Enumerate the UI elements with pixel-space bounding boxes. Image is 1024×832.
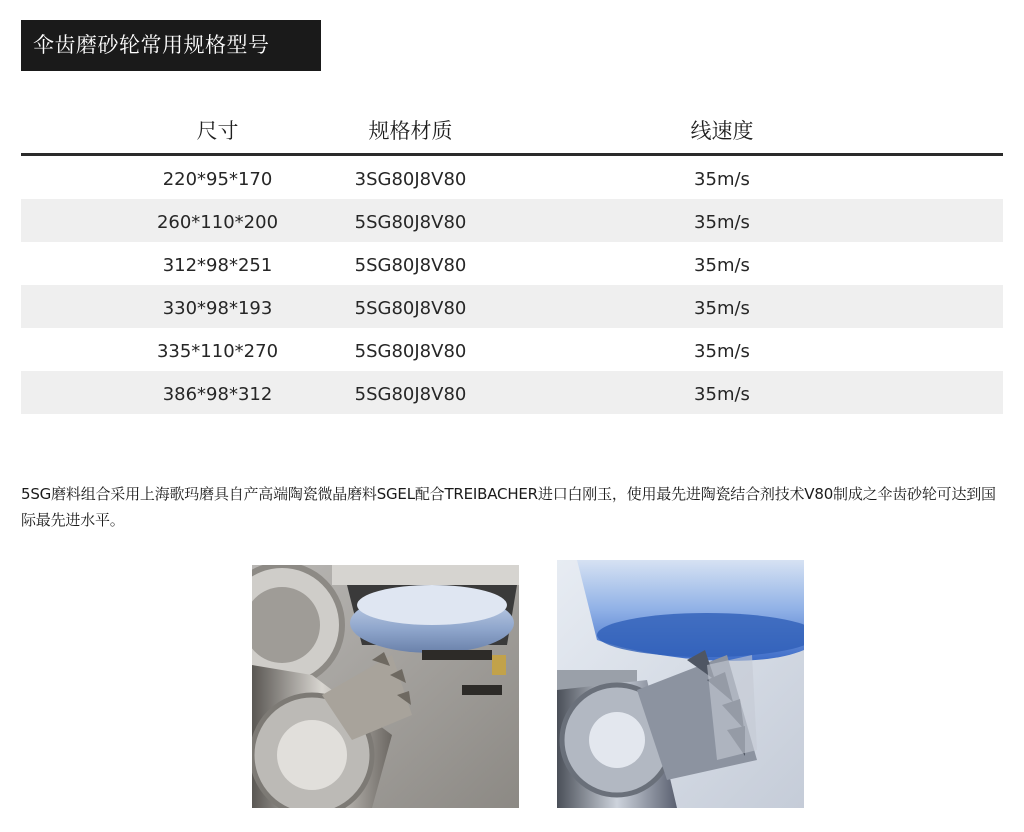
table-row <box>21 328 1003 371</box>
cell-material: 5SG80J8V80 <box>354 255 467 276</box>
cell-size: 335*110*270 <box>156 341 279 362</box>
photo-grinding-bevel-gear-1 <box>252 565 519 808</box>
header-material: 规格材质 <box>368 119 453 143</box>
cell-size: 220*95*170 <box>162 169 273 190</box>
cell-speed: 35m/s <box>694 341 750 362</box>
header-speed: 线速度 <box>690 119 754 143</box>
table-row <box>21 242 1003 285</box>
table-row <box>21 199 1003 242</box>
photo-grinding-bevel-gear-2 <box>557 560 804 808</box>
cell-material: 5SG80J8V80 <box>354 341 467 362</box>
table-row <box>21 371 1003 414</box>
cell-speed: 35m/s <box>694 169 750 190</box>
cell-speed: 35m/s <box>694 255 750 276</box>
table-row <box>21 156 1003 199</box>
cell-size: 330*98*193 <box>162 298 273 319</box>
cell-material: 5SG80J8V80 <box>354 384 467 405</box>
cell-material: 5SG80J8V80 <box>354 212 467 233</box>
table-row <box>21 285 1003 328</box>
header-size: 尺寸 <box>196 119 239 143</box>
cell-speed: 35m/s <box>694 212 750 233</box>
cell-material: 3SG80J8V80 <box>354 169 467 190</box>
cell-material: 5SG80J8V80 <box>354 298 467 319</box>
cell-size: 312*98*251 <box>162 255 273 276</box>
cell-size: 260*110*200 <box>156 212 279 233</box>
cell-speed: 35m/s <box>694 298 750 319</box>
spec-table <box>21 110 1003 414</box>
cell-size: 386*98*312 <box>162 384 273 405</box>
page-title: 伞齿磨砂轮常用规格型号 <box>21 20 321 71</box>
product-description: 5SG磨料组合采用上海歌玛磨具自产高端陶瓷微晶磨料SGEL配合TREIBACHER进口白刚玉，使用最先进陶瓷结合剂技术V80制成之伞齿砂轮可达到国际最先进水平。 <box>21 485 996 529</box>
cell-speed: 35m/s <box>694 384 750 405</box>
table-header <box>21 110 1003 156</box>
